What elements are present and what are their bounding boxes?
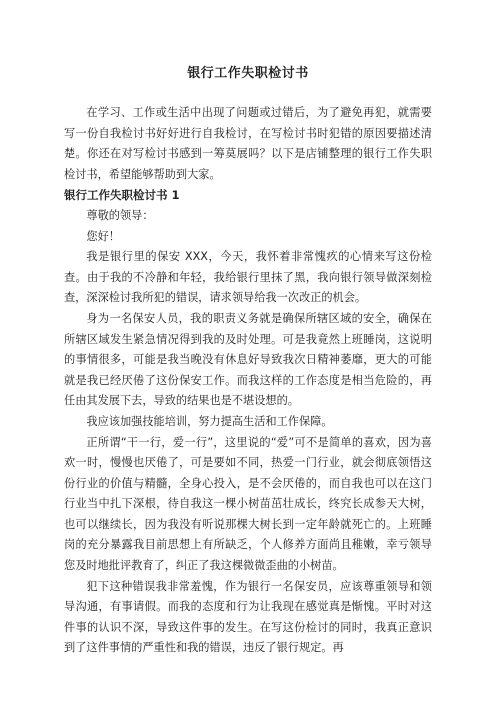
body-paragraph-4: 正所谓“干一行，爱一行”，这里说的“爱”可不是简单的喜欢，因为喜欢一时，慢慢也厌倦了，可是要如不同，热爱一门行业，就会彻底领悟这份行业的价值与精髓，全身心投入，是不会厌倦的，而自我也可以在这门行业当中扎下深根，待自我这一棵小树苗茁壮成长，终究长成参天大树，也可以继续长，因为我没有听说那棵大树长到一定年龄就死亡的。上班睡岗的充分暴露我目前思想上有所缺乏，个人修养方面尚且稚嫩，幸亏领导您及时地批评教育了，纠正了我这棵微微歪曲的小树苗。 <box>64 435 432 573</box>
intro-paragraph: 在学习、工作或生活中出现了问题或过错后，为了避免再犯，就需要写一份自我检讨书好好进行自我检讨，在写检讨书时犯错的原因要描述清楚。你还在对写检讨书感到一筹莫展吗？以下是店铺整理的银行工作失职检讨书，希望能够帮助到大家。 <box>64 106 432 181</box>
document-title: 银行工作失职检讨书 <box>187 66 309 81</box>
body-paragraph-2: 身为一名保安人员，我的职责义务就是确保所辖区域的安全，确保在所辖区域发生紧急情况得到我的及时处理。可是我竟然上班睡岗，这说明的事情很多，可能是我当晚没有休息好导致我次日精神萎靡，更大的可能就是我已经厌倦了这份保安工作。而我这样的工作态度是相当危险的，再任由其发展下去，导致的结果也是不堪设想的。 <box>64 311 432 408</box>
section-heading: 银行工作失职检讨书 1 <box>64 188 180 203</box>
salutation: 尊敬的领导： <box>86 208 154 222</box>
body-paragraph-5: 犯下这种错误我非常羞愧，作为银行一名保安员，应该尊重领导和领导沟通，有事请假。而我的态度和行为让我现在感觉真是惭愧。平时对这件事的认识不深，导致这件事的发生。在写这份检讨的同时，我真正意识到了这件事情的严重性和我的错误，违反了银行规定。再 <box>64 579 432 655</box>
body-paragraph-3: 我应该加强技能培训，努力提高生活和工作保障。 <box>86 414 333 428</box>
greeting: 您好！ <box>86 229 120 243</box>
body-paragraph-1: 我是银行里的保安 XXX，今天，我怀着非常愧疚的心情来写这份检查。由于我的不冷静和年轻，我给银行里抹了黑，我向银行领导做深刻检查，深深检讨我所犯的错误，请求领导给我一次改正的机会。 <box>64 250 432 305</box>
